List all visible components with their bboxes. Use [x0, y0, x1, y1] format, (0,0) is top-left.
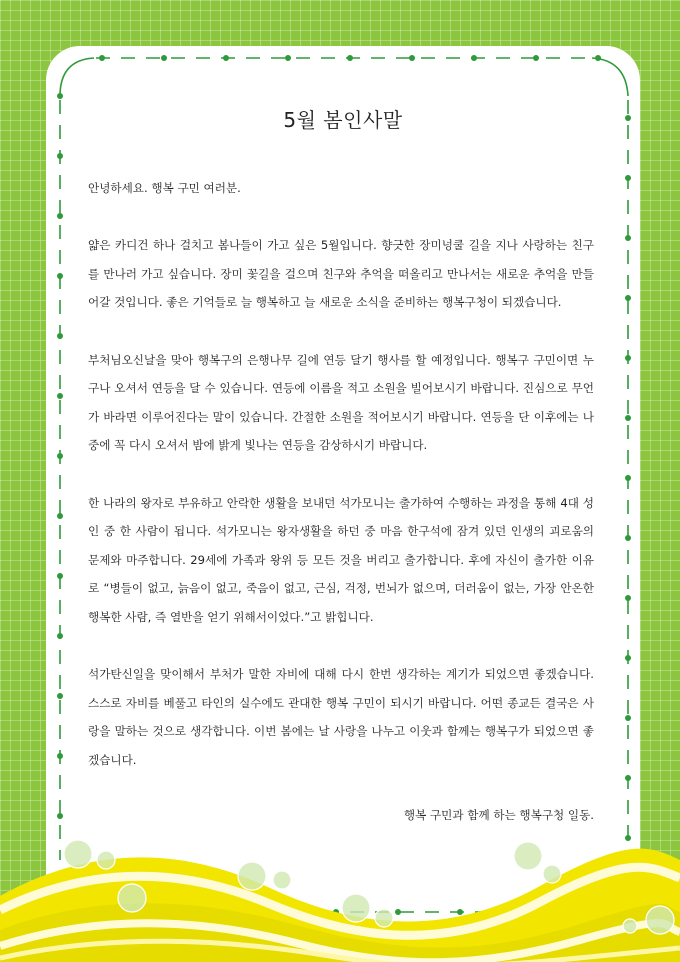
page-title: 5월 봄인사말: [283, 108, 403, 132]
decorative-wave-border: [0, 826, 680, 962]
paragraph-4: 석가탄신일을 맞이해서 부처가 말한 자비에 대해 다시 한번 생각하는 계기가 되었으면 좋겠습니다. 스스로 자비를 베풀고 타인의 실수에도 관대한 행복 구민이 되시기 바랍니다. 어떤 종교든 결국은 사랑을 말하는 것으로 생각합니다. 이번 봄에는 날 사랑을 나누고 이웃과 함께는 행복구가 되었으면 좋겠습니다.: [88, 667, 594, 767]
paragraph-1: 얇은 카디건 하나 걸치고 봄나들이 가고 싶은 5월입니다. 향긋한 장미넝쿨 길을 지나 사랑하는 친구를 만나러 가고 싶습니다. 장미 꽃길을 걸으며 친구와 추억을 떠올리고 만나서는 새로운 추억을 만들어갈 것입니다. 좋은 기억들로 늘 행복하고 늘 새로운 소식을 준비하는 행복구청이 되겠습니다.: [88, 238, 594, 310]
paragraph-3: 한 나라의 왕자로 부유하고 안락한 생활을 보내던 석가모니는 출가하여 수행하는 과정을 통해 4대 성인 중 한 사람이 됩니다. 석가모니는 왕자생활을 하던 중 마음 한구석에 잠겨 있던 인생의 괴로움의 문제와 마주합니다. 29세에 가족과 왕위 등 모든 것을 버리고 출가합니다. 후에 자신이 출가한 이유로 “병들이 없고, 늙음이 없고, 죽음이 없고, 근심, 걱정, 번뇌가 없으며, 더러움이 없는, 가장 안온한 행복한 사람, 즉 열반을 얻기 위해서이었다.”고 밝힙니다.: [88, 495, 594, 624]
greeting: 안녕하세요. 행복 구민 여러분.: [88, 181, 241, 195]
letter-body: [88, 174, 594, 803]
closing-signature: 행복 구민과 함께 하는 행복구청 일동.: [403, 808, 594, 822]
paragraph-2: 부처님오신날을 맞아 행복구의 은행나무 길에 연등 달기 행사를 할 예정입니다. 행복구 구민이면 누구나 오셔서 연등을 달 수 있습니다. 연등에 이름을 적고 소원을 빌어보시기 바랍니다. 진심으로 무언가 바라면 이루어진다는 말이 있습니다. 간절한 소원을 적어보시기 바랍니다. 연등을 단 이후에는 나중에 꼭 다시 오셔서 밤에 밝게 빛나는 연등을 감상하시기 바랍니다.: [88, 352, 594, 453]
